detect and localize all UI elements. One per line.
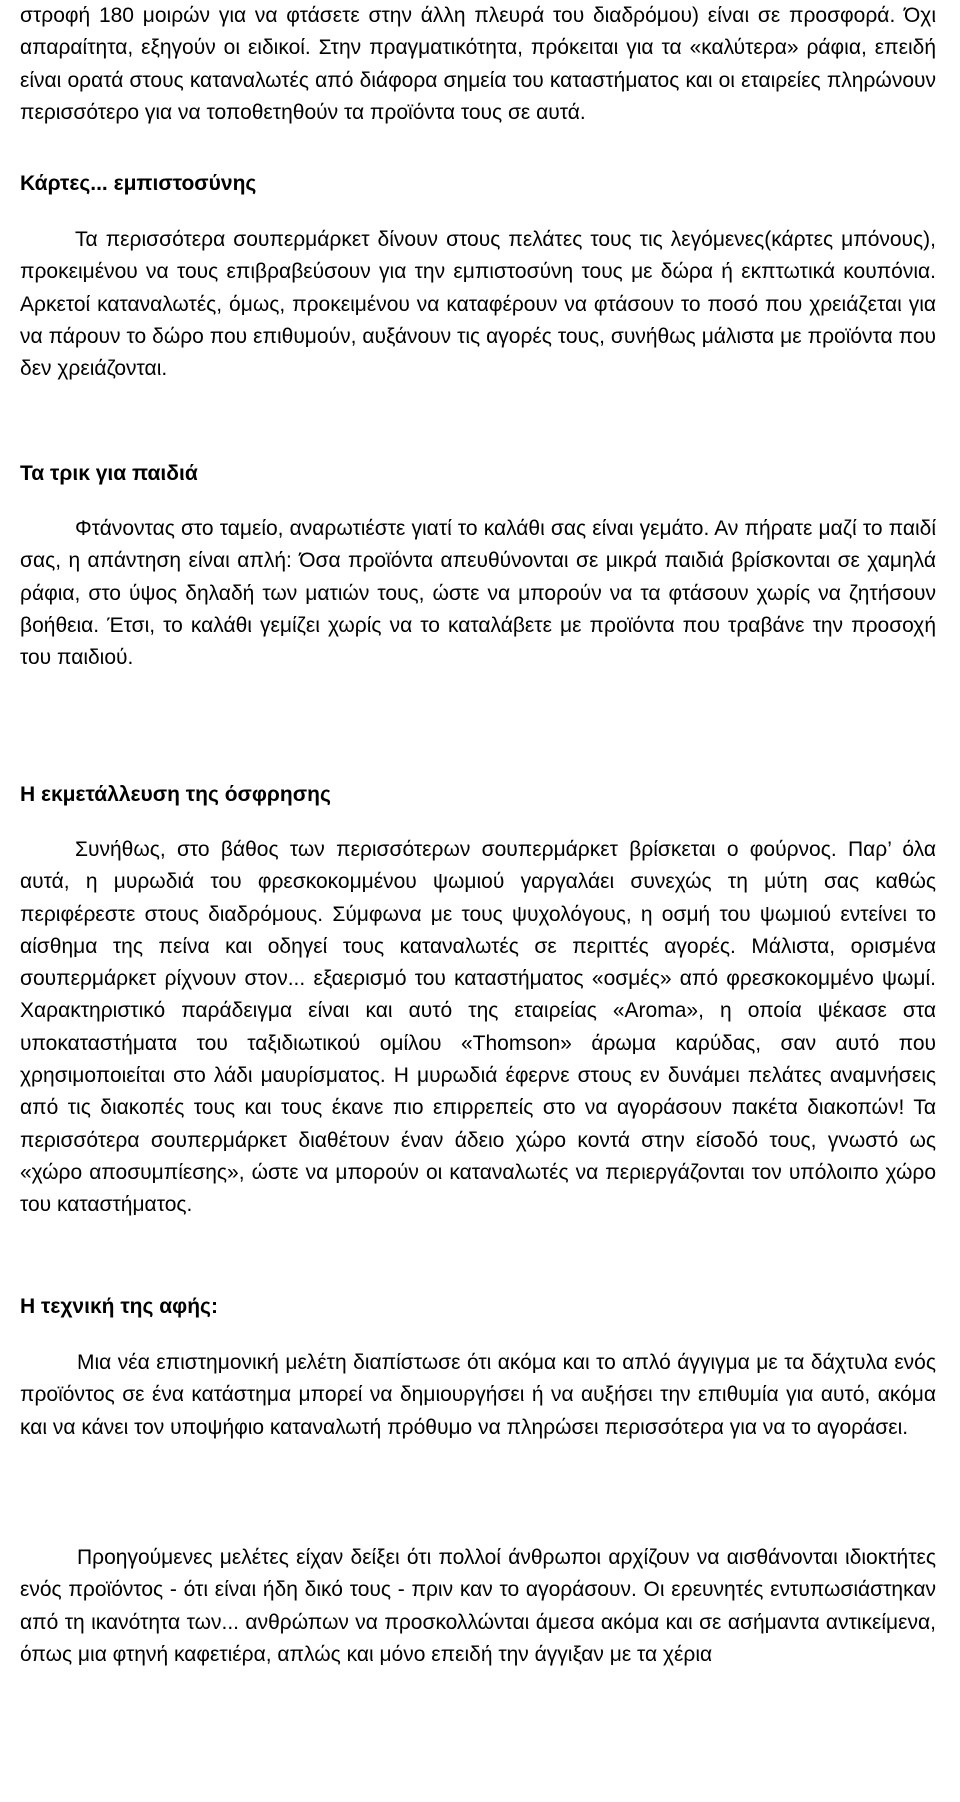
paragraph-touch-1: Μια νέα επιστημονική μελέτη διαπίστωσε ότι ακόμα και το απλό άγγιγμα με τα δάχτυλα ενός προϊόντος σε ένα κατάστημα μπορεί να δημιουργήσει ή να αυξήσει την επιθυμία για αυτό, ακόμα και να κάνει τον υποψήφιο καταναλωτή πρόθυμο να πληρώσει περισσότερα για να το αγοράσει. bbox=[20, 1351, 936, 1439]
paragraph-smell: Συνήθως, στο βάθος των περισσότερων σουπερμάρκετ βρίσκεται ο φούρνος. Παρ’ όλα αυτά, η μυρωδιά του φρεσκοκομμένου ψωμιού γαργαλάει συνεχώς τη μύτη σας καθώς περιφέρεστε στους διαδρόμους. Σύμφωνα με τους ψυχολόγους, η οσμή του ψωμιού εντείνει το αίσθημα της πείνα και οδηγεί τους καταναλωτές σε περιττές αγορές. Μάλιστα, ορισμένα σουπερμάρκετ ρίχνουν στον... εξαερισμό του καταστήματος «οσμές» από φρεσκοκομμένο ψωμί. Χαρακτηριστικό παράδειγμα είναι και αυτό της εταιρείας «Aroma», η οποία ψέκασε στα υποκαταστήματα του ταξιδιωτικού ομίλου «Thomson» άρωμα καρύδας, σαν αυτό που χρησιμοποιείται στο λάδι μαυρίσματος. Η μυρωδιά έφερνε στους εν δυνάμει πελάτες αναμνήσεις από τις διακοπές τους και τους έκανε πιο επιρρεπείς στο να αγοράσουν πακέτα διακοπών! Τα περισσότερα σουπερμάρκετ διαθέτουν έναν άδειο χώρο κοντά στην είσοδό τους, γνωστό ως «χώρο αποσυμπίεσης», ώστε να μπορούν οι καταναλωτές να περιεργάζονται τον υπόλοιπο χώρο του καταστήματος. bbox=[20, 838, 936, 1217]
intro-paragraph: στροφή 180 μοιρών για να φτάσετε στην άλλη πλευρά του διαδρόμου) είναι σε προσφορά. Όχι απαραίτητα, εξηγούν οι ειδικοί. Στην πραγματικότητα, πρόκειται για τα «καλύτερα» ράφια, επειδή είναι ορατά στους καταναλωτές από διάφορα σημεία του καταστήματος και οι εταιρείες πληρώνουν περισσότερο για να τοποθετηθούν τα προϊόντα τους σε αυτά. bbox=[20, 4, 936, 124]
heading-kids-tricks: Τα τρικ για παιδιά bbox=[20, 462, 198, 485]
heading-touch: Η τεχνική της αφής: bbox=[20, 1295, 218, 1318]
heading-loyalty-cards: Κάρτες... εμπιστοσύνης bbox=[20, 172, 257, 195]
paragraph-touch-2: Προηγούμενες μελέτες είχαν δείξει ότι πολλοί άνθρωποι αρχίζουν να αισθάνονται ιδιοκτήτες ενός προϊόντος - ότι είναι ήδη δικό τους - πριν καν το αγοράσουν. Οι ερευνητές εντυπωσιάστηκαν από τη ικανότητα των... ανθρώπων να προσκολλώνται άμεσα ακόμα και σε ασήμαντα αντικείμενα, όπως μια φτηνή καφετιέρα, απλώς και μόνο επειδή την άγγιξαν με τα χέρια bbox=[20, 1546, 936, 1666]
paragraph-kids-tricks: Φτάνοντας στο ταμείο, αναρωτιέστε γιατί το καλάθι σας είναι γεμάτο. Αν πήρατε μαζί το παιδί σας, η απάντηση είναι απλή: Όσα προϊόντα απευθύνονται σε μικρά παιδιά βρίσκονται σε χαμηλά ράφια, στο ύψος δηλαδή των ματιών τους, ώστε να μπορούν να τα φτάσουν χωρίς να ζητήσουν βοήθεια. Έτσι, το καλάθι γεμίζει χωρίς να το καταλάβετε με προϊόντα που τραβάνε την προσοχή του παιδιού. bbox=[20, 517, 936, 670]
paragraph-loyalty-cards: Τα περισσότερα σουπερμάρκετ δίνουν στους πελάτες τους τις λεγόμενες(κάρτες μπόνους), προκειμένου να τους επιβραβεύσουν για την εμπιστοσύνη τους με δώρα ή εκπτωτικά κουπόνια. Αρκετοί καταναλωτές, όμως, προκειμένου να καταφέρουν να φτάσουν το ποσό που χρειάζεται για να πάρουν το δώρο που επιθυμούν, αυξάνουν τις αγορές τους, συνήθως μάλιστα με προϊόντα που δεν χρειάζονται. bbox=[20, 228, 936, 381]
heading-smell: Η εκμετάλλευση της όσφρησης bbox=[20, 783, 331, 806]
